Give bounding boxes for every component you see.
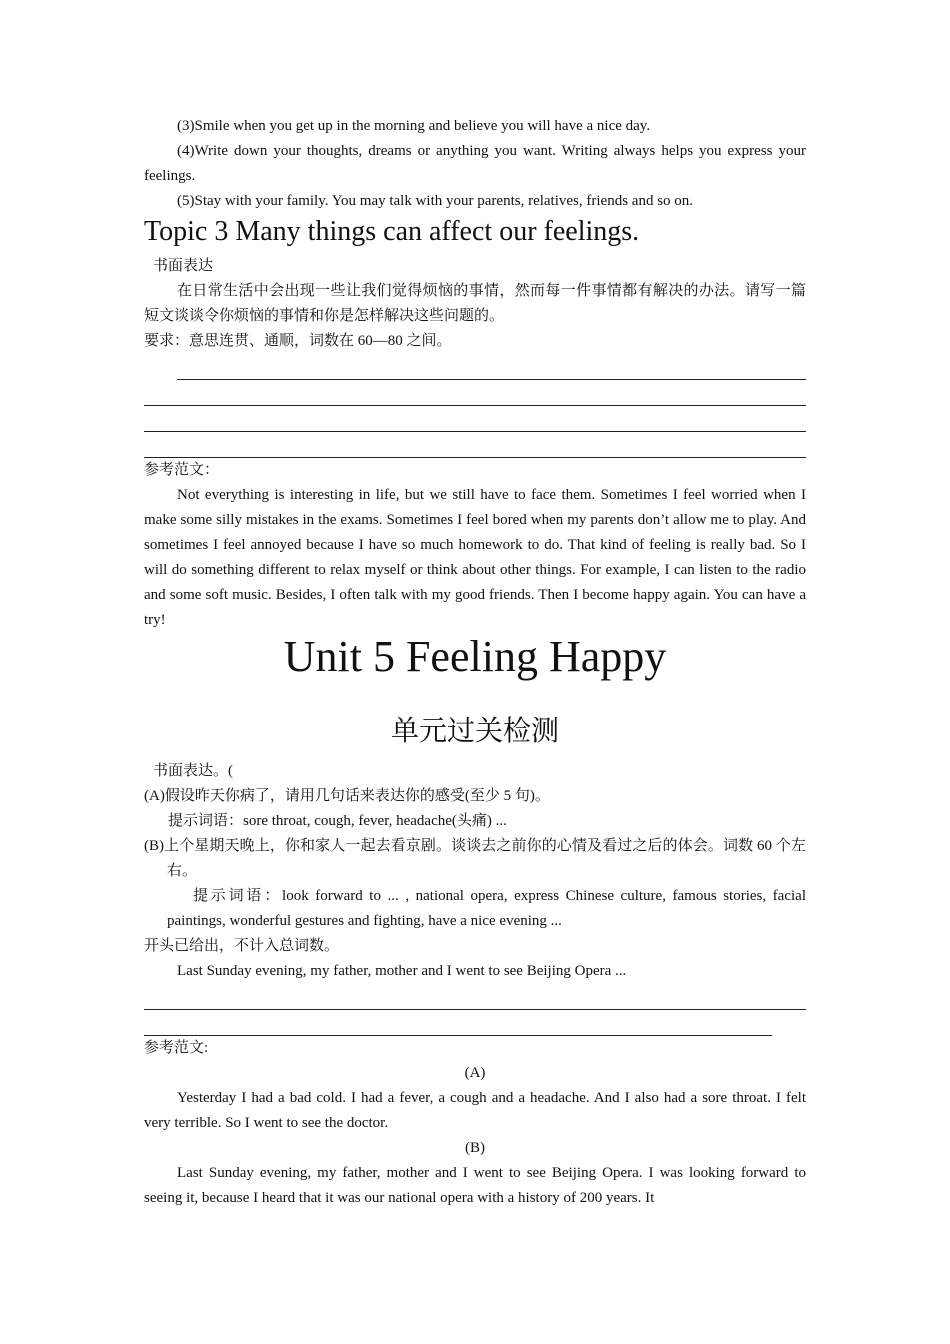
tip-item-4: (4)Write down your thoughts, dreams or anything you want. Writing always helps you express your feelings. <box>144 143 806 184</box>
topic3-sample-label: 参考范文： <box>144 462 220 478</box>
answer-line[interactable] <box>177 354 806 380</box>
answer-line[interactable] <box>144 984 806 1010</box>
unit5-section-label: 书面表达。( <box>153 763 233 779</box>
unit5-title: Unit 5 Feeling Happy <box>283 632 667 681</box>
answer-line[interactable] <box>144 432 806 458</box>
answer-line[interactable] <box>144 406 806 432</box>
tip-item-5: (5)Stay with your family. You may talk with your parents, relatives, friends and so on. <box>177 193 694 209</box>
answer-line[interactable] <box>144 1010 772 1036</box>
tip-item-3: (3)Smile when you get up in the morning and believe you will have a nice day. <box>177 118 651 134</box>
hint-a: 提示词语：sore throat, cough, fever, headache(头痛) ... <box>168 813 507 829</box>
topic3-section-label: 书面表达 <box>153 258 214 274</box>
topic3-requirement: 要求：意思连贯、通顺，词数在 60—80 之间。 <box>144 333 452 349</box>
hint-b: 提示词语：look forward to ... , national opera, express Chinese culture, famous stories, facial paintings, wonderful gestures and fighting, have a nice evening ... <box>167 888 806 929</box>
task-a: (A)假设昨天你病了，请用几句话来表达你的感受(至少 5 句)。 <box>144 788 550 804</box>
unit5-sample-label: 参考范文: <box>144 1040 209 1056</box>
unit5-subtitle: 单元过关检测 <box>390 716 559 747</box>
sample-a-label: (A) <box>464 1065 486 1081</box>
sample-b-label: (B) <box>465 1140 485 1156</box>
opening-sentence: Last Sunday evening, my father, mother and I went to see Beijing Opera ... <box>177 963 627 979</box>
topic3-title: Topic 3 Many things can affect our feelings. <box>144 216 640 247</box>
sample-b-text: Last Sunday evening, my father, mother and I went to see Beijing Opera. I was looking forward to seeing it, because I heard that it was our national opera with a history of 200 years. It <box>144 1165 806 1206</box>
sample-a-text: Yesterday I had a bad cold. I had a fever, a cough and a headache. And I also had a sore throat. I felt very terrible. So I went to see the doctor. <box>144 1090 806 1131</box>
topic3-sample-text: Not everything is interesting in life, but we still have to face them. Sometimes I feel worried when I make some silly mistakes in the exams. Sometimes I feel bored when my parents don’t allow me to play. And sometimes I feel annoyed because I have so much homework to do. That kind of feeling is really bad. So I will do something different to relax myself or think about other things. For example, I can listen to the radio and some soft music. Besides, I often talk with my good friends. Then I become happy again. You can have a try! <box>144 487 806 628</box>
topic3-prompt: 在日常生活中会出现一些让我们觉得烦恼的事情，然而每一件事情都有解决的办法。请写一篇短文谈谈令你烦恼的事情和你是怎样解决这些问题的。 <box>144 283 806 324</box>
answer-line[interactable] <box>144 380 806 406</box>
task-b: (B)上个星期天晚上，你和家人一起去看京剧。谈谈去之前你的心情及看过之后的体会。词数 60 个左右。 <box>144 838 806 879</box>
word-count-note: 开头已给出，不计入总词数。 <box>144 938 340 954</box>
document-page <box>144 114 806 1211</box>
